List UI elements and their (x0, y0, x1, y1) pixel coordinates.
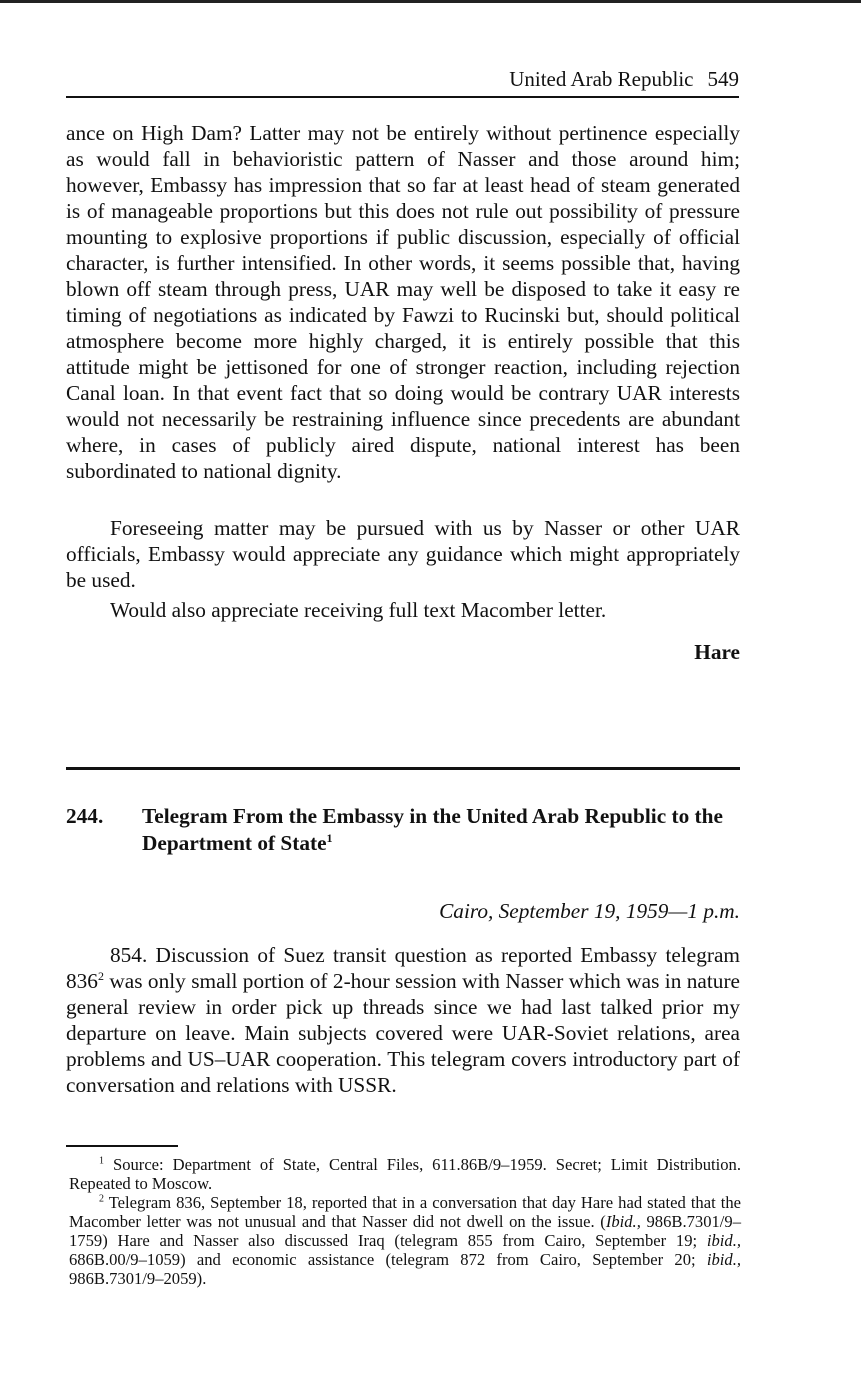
title-footnote-ref: 1 (326, 830, 333, 845)
footnote-2-ibid-1: Ibid., (605, 1212, 641, 1231)
footnote-1-mark: 1 (99, 1155, 104, 1167)
running-head (66, 64, 739, 98)
dateline: Cairo, September 19, 1959—1 p.m. (439, 899, 740, 923)
footnote-2-mark: 2 (99, 1193, 104, 1205)
footnote-2-text-2: 986B.7301/9–1759) Hare and Nasser also discussed Iraq (telegram 855 from Cairo, September 19; (69, 1212, 742, 1250)
document-title-text: Telegram From the Embassy in the United Arab Republic to the Department of State (142, 804, 723, 855)
footnote-rule (66, 1145, 178, 1147)
document-number: 244. (66, 804, 104, 828)
telegram-body-rest: was only small portion of 2-hour session with Nasser which was in nature general review in order pick up threads since we had last talked prior my departure on leave. Main subjects covered were UAR-Soviet relations, area problems and US–UAR cooperation. This telegram covers introductory part of conversation and relations with USSR. (66, 969, 740, 1097)
top-edge-rule (0, 0, 861, 3)
body-footnote-ref: 2 (97, 968, 104, 983)
footnote-2-text-1: Telegram 836, September 18, reported that in a conversation that day Hare had stated that the Macomber letter was not unusual and that Nasser did not dwell on the issue. ( (69, 1193, 741, 1231)
footnote-2 (69, 1193, 741, 1288)
footnote-2-text-4: 986B.7301/9–2059). (69, 1269, 207, 1288)
guidance-paragraph: Foreseeing matter may be pursued with us by Nasser or other UAR officials, Embassy would appreciate any guidance which might appropriately be used. (66, 516, 740, 592)
footnote-2-ibid-2: ibid., (706, 1231, 741, 1250)
page-number: 549 (707, 67, 739, 91)
footnote-1-text: Source: Department of State, Central Files, 611.86B/9–1959. Secret; Limit Distribution. Repeated to Moscow. (69, 1155, 741, 1193)
request-paragraph: Would also appreciate receiving full text Macomber letter. (110, 598, 607, 622)
footnotes (69, 1155, 741, 1288)
telegram-body (66, 942, 740, 1098)
running-head-title: United Arab Republic (509, 67, 694, 91)
section-divider (66, 767, 740, 770)
telegram-body-start: 854. Discussion of Suez transit question as reported Embassy telegram 836 (66, 943, 740, 993)
continued-paragraph: ance on High Dam? Latter may not be entirely without pertinence especially as would fall in behavioristic pattern of Nasser and those around him; however, Embassy has impression that so far at least head of steam generated is of manageable proportions but this does not rule out possibility of pressure mounting to explosive proportions if public discussion, especially of official character, is further intensified. In other words, it seems possible that, having blown off steam through press, UAR may well be disposed to take it easy re timing of negotiations as indicated by Fawzi to Rucinski but, should political atmosphere become more highly charged, it is entirely possible that this attitude might be jettisoned for one of stronger reaction, including rejection Canal loan. In that event fact that so doing would be contrary UAR interests would not necessarily be restraining influence since precedents are abundant where, in cases of publicly aired dispute, national interest has been subordinated to national dignity. (66, 121, 740, 483)
signature: Hare (694, 640, 740, 664)
document-title (142, 803, 742, 857)
footnote-2-ibid-3: ibid., (706, 1250, 741, 1269)
footnote-1 (69, 1155, 741, 1193)
footnote-2-text-3: 686B.00/9–1059) and economic assistance (telegram 872 from Cairo, September 20; (69, 1250, 707, 1269)
